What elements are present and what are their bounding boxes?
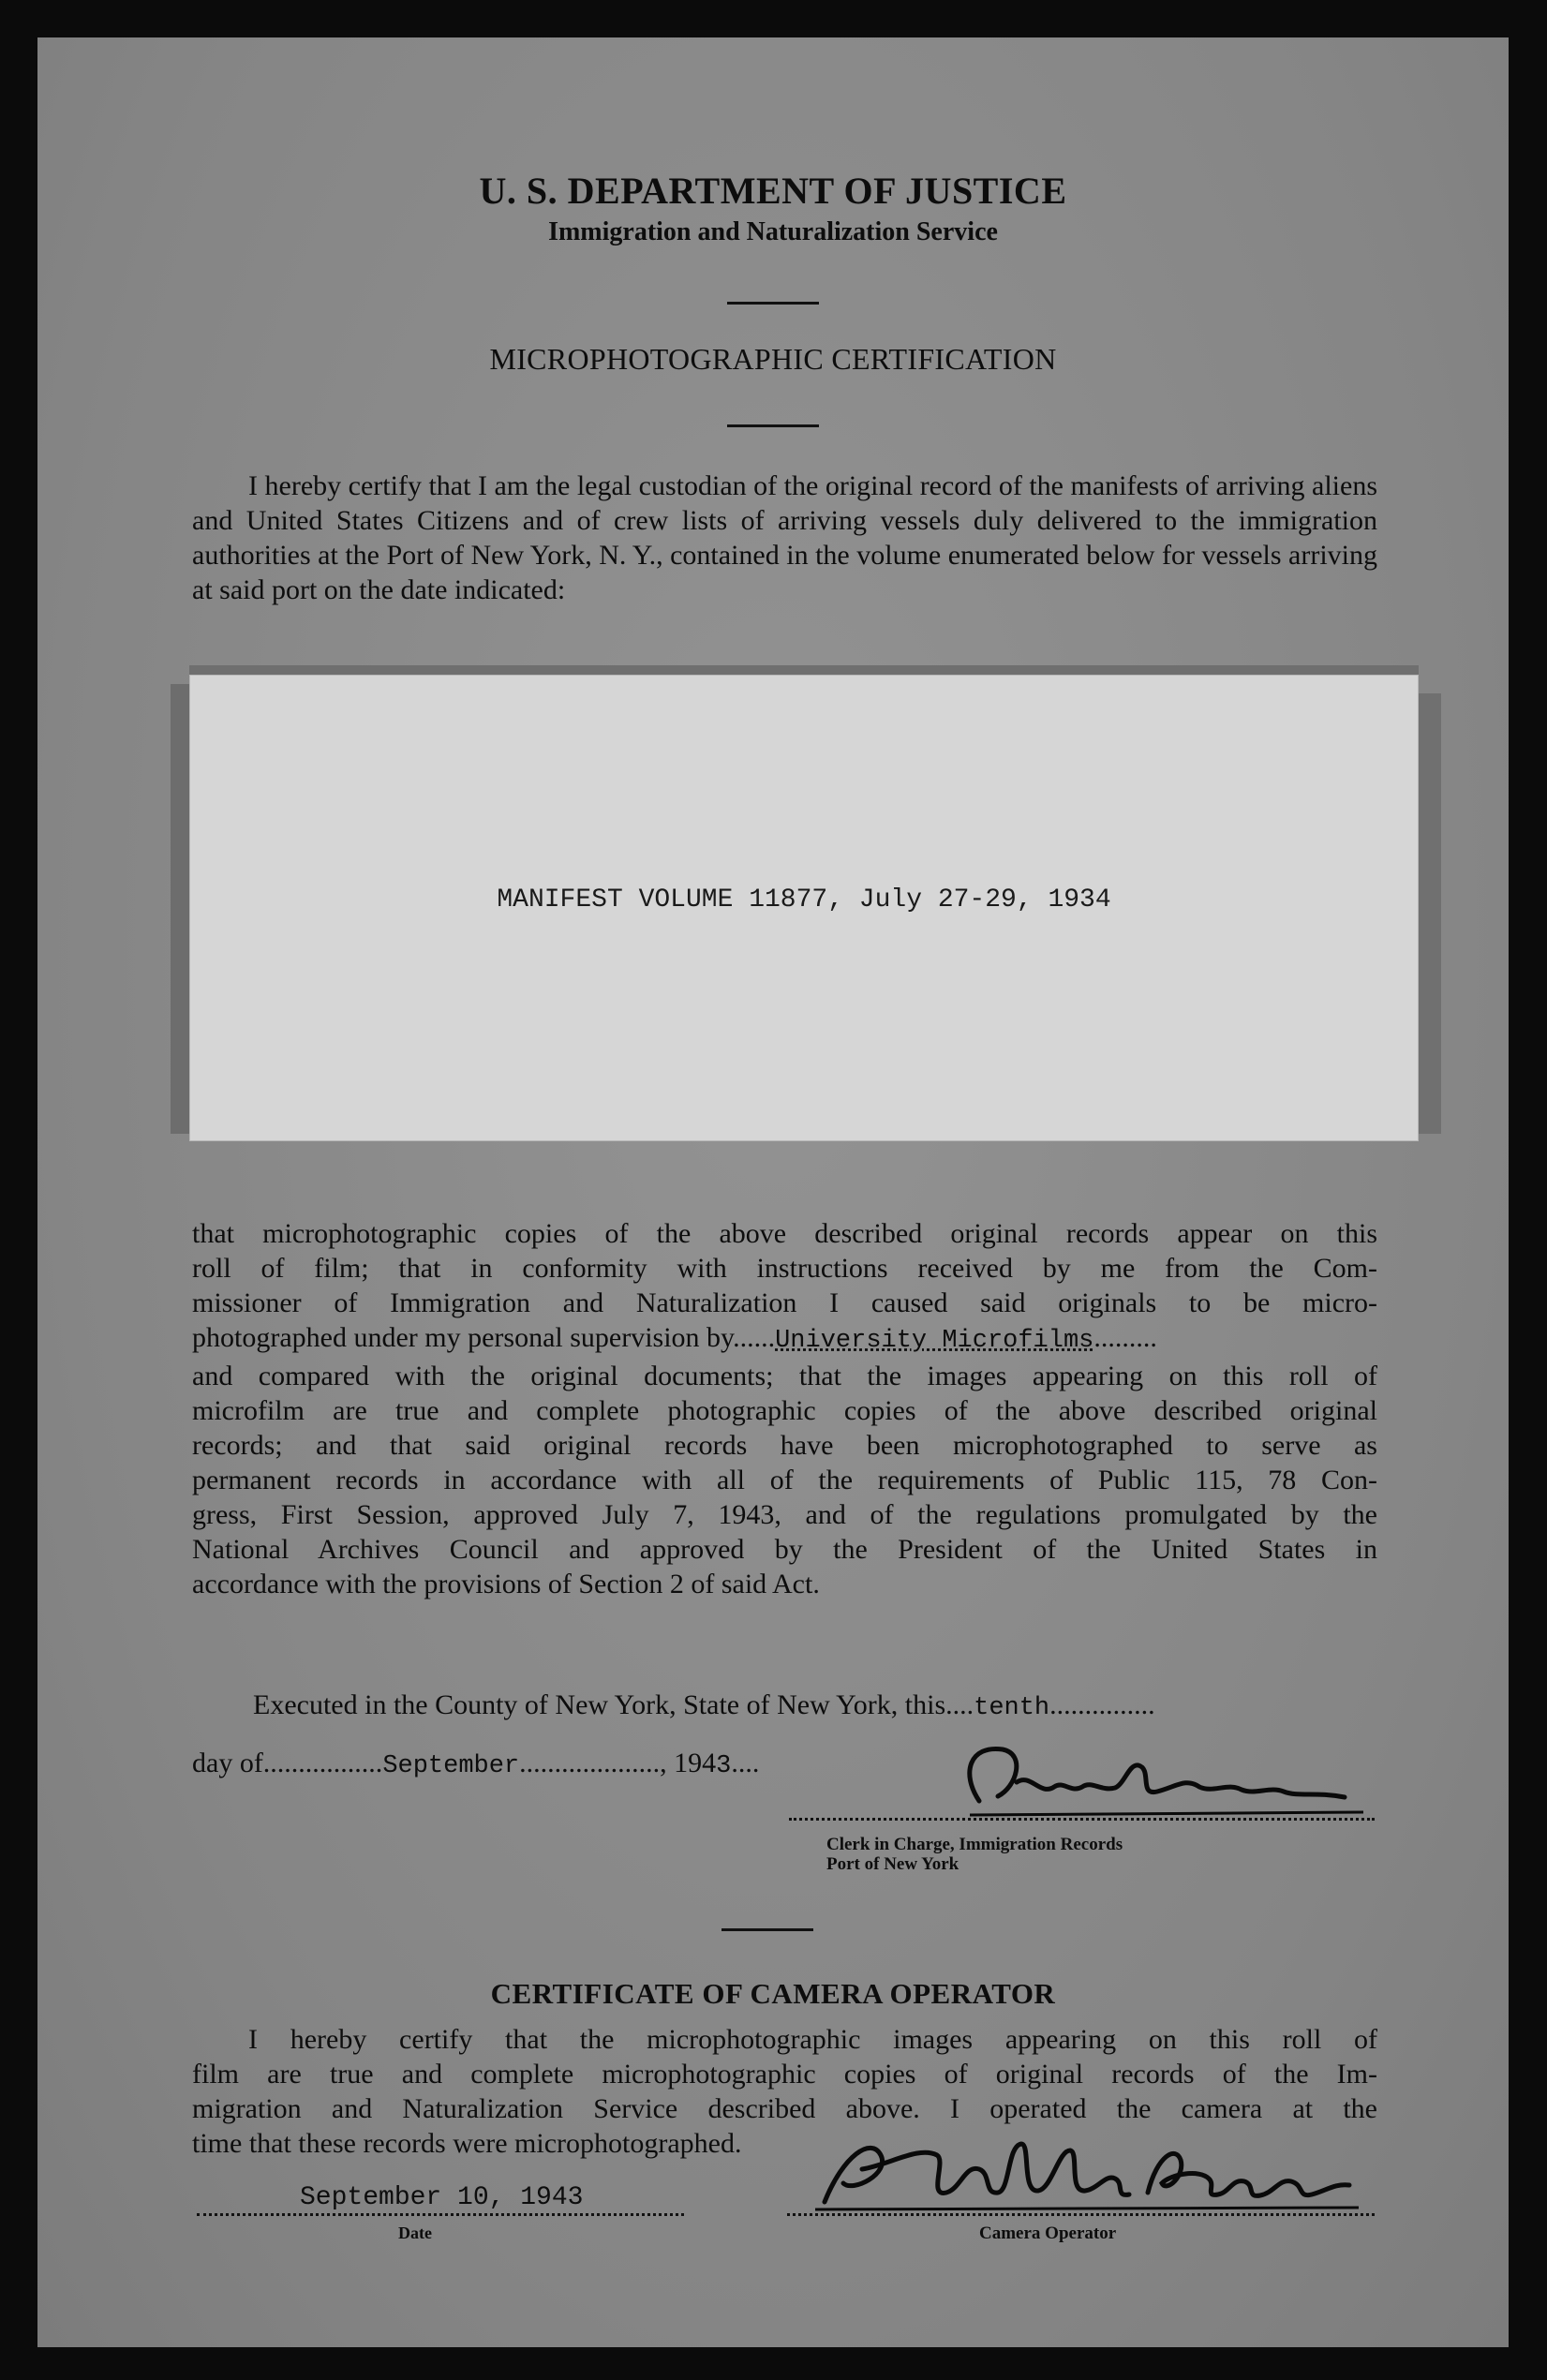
date-line: [197, 2213, 684, 2216]
camera-operator-signature: [806, 2127, 1368, 2221]
certificate-date-value: September 10, 1943: [300, 2183, 584, 2212]
manifest-card: [189, 675, 1419, 1141]
month-suffix: ...................., 194: [519, 1748, 717, 1778]
body-line: microfilm are true and complete photographic copies of the above described original: [192, 1395, 1377, 1426]
divider: [727, 424, 819, 427]
execution-line: [253, 1689, 1155, 1722]
body-line: missioner of Immigration and Naturalization I caused said originals to be micro-: [192, 1287, 1377, 1318]
camera-certificate-title: CERTIFICATE OF CAMERA OPERATOR: [490, 1977, 1056, 2010]
body-line: permanent records in accordance with all of the requirements of Public 115, 78 Con-: [192, 1465, 1377, 1495]
execution-year-digit: 3: [716, 1752, 732, 1780]
body-line: gress, First Session, approved July 7, 1943, and of the regulations promulgated by the: [192, 1499, 1377, 1530]
camera-line: film are true and complete microphotographic copies of original records of the Im-: [192, 2059, 1377, 2090]
clerk-title: Clerk in Charge, Immigration Records: [826, 1835, 1123, 1854]
clerk-title-block: [826, 1835, 1123, 1874]
card-shadow: [171, 684, 191, 1134]
camera-line: migration and Naturalization Service described above. I operated the camera at the: [192, 2093, 1377, 2124]
day-of-line: [192, 1748, 759, 1780]
execution-day-suffix: ...............: [1049, 1689, 1155, 1720]
year-suffix: ....: [731, 1748, 760, 1778]
day-of-prefix: day of.................: [192, 1748, 383, 1778]
clerk-signature-line: [789, 1818, 1375, 1821]
divider: [727, 302, 819, 305]
body-line: roll of film; that in conformity with instructions received by me from the Com-: [192, 1253, 1377, 1284]
date-label: Date: [398, 2224, 432, 2242]
camera-operator-line: [787, 2213, 1375, 2216]
supervision-line: [192, 1320, 1377, 1359]
body-line: National Archives Council and approved by the President of the United States in: [192, 1534, 1377, 1565]
body-line: accordance with the provisions of Section 2 of said Act.: [192, 1569, 820, 1599]
body-line: that microphotographic copies of the above described original records appear on this: [192, 1218, 1377, 1249]
service-subheading: Immigration and Naturalization Service: [548, 217, 998, 246]
document-page: [37, 37, 1509, 2347]
clerk-signature: [951, 1735, 1382, 1820]
supervision-prefix: photographed under my personal supervision by......: [192, 1322, 776, 1353]
supervision-by-value: University Microfilms: [775, 1327, 1094, 1355]
execution-prefix: Executed in the County of New York, State of New York, this....: [253, 1689, 974, 1720]
manifest-volume-text: MANIFEST VOLUME 11877, July 27-29, 1934: [497, 885, 1111, 915]
certification-body: [192, 1216, 1377, 1601]
camera-operator-label: Camera Operator: [979, 2224, 1117, 2243]
execution-day: tenth: [974, 1694, 1050, 1722]
clerk-location: Port of New York: [826, 1854, 959, 1874]
supervision-suffix: .........: [1093, 1322, 1157, 1353]
camera-line: I hereby certify that the microphotographic images appearing on this roll of: [248, 2024, 1377, 2055]
intro-paragraph: I hereby certify that I am the legal custodian of the original record of the manifests of arriving aliens and United States Citizens and of crew lists of arriving vessels duly delivered to the immigration authorities at the Port of New York, N. Y., contained in the volume enumerated below for vessels arriving at said port on the date indicated:: [192, 470, 1377, 605]
card-shadow: [1417, 693, 1441, 1134]
body-line: records; and that said original records have been microphotographed to serve as: [192, 1430, 1377, 1461]
department-heading: U. S. DEPARTMENT OF JUSTICE: [479, 170, 1067, 212]
certification-title: MICROPHOTOGRAPHIC CERTIFICATION: [489, 342, 1057, 376]
body-line: and compared with the original documents; that the images appearing on this roll of: [192, 1361, 1377, 1391]
execution-month: September: [382, 1752, 520, 1780]
divider: [721, 1928, 813, 1931]
camera-line: time that these records were microphotographed.: [192, 2128, 742, 2159]
